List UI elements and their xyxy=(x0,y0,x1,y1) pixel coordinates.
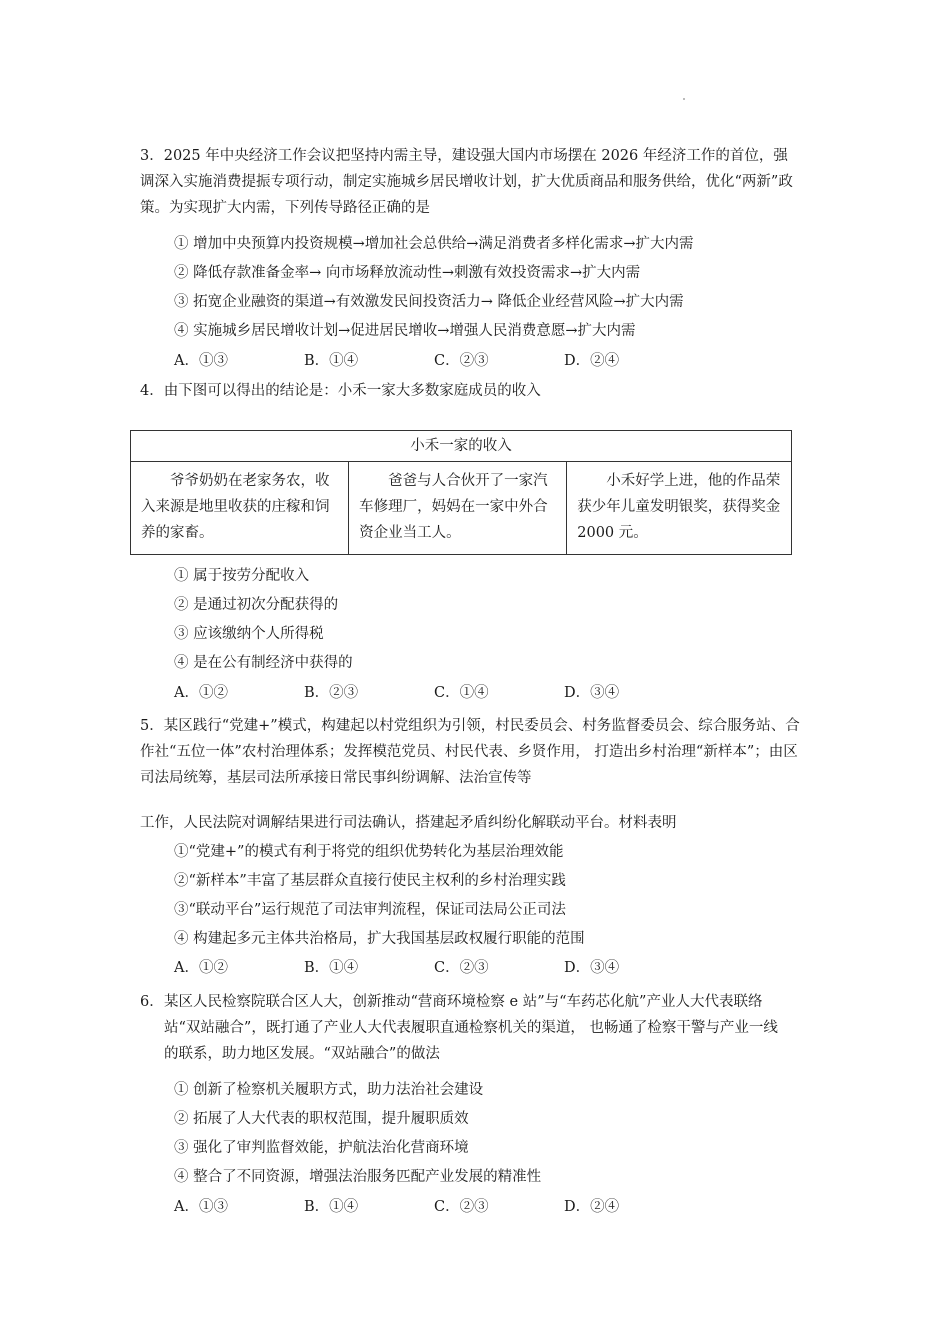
q6-option-2: ② 拓展了人大代表的职权范围，提升履职质效 xyxy=(174,1111,469,1127)
q5-stem-part2: 工作，人民法院对调解结果进行司法确认，搭建起矛盾纠纷化解联动平台。材料表明 xyxy=(140,815,677,831)
q5-option-1: ①“党建+”的模式有利于将党的组织优势转化为基层治理效能 xyxy=(174,844,564,860)
income-cell-xiaohe-text: 小禾好学上进，他的作品荣获少年儿童发明银奖，获得奖金 2000 元。 xyxy=(577,473,781,541)
q4-choice-c: C．①④ xyxy=(434,685,489,701)
q4-choice-b: B．②③ xyxy=(304,685,359,701)
q3-choice-d: D．②④ xyxy=(564,353,620,369)
q3-option-1: ① 增加中央预算内投资规模→增加社会总供给→满足消费者多样化需求→扩大内需 xyxy=(174,236,694,252)
q4-choices xyxy=(174,683,694,703)
q5-stem-part1: 5．某区践行“党建+”模式，构建起以村党组织为引领，村民委员会、村务监督委员会、综合服务站、合作社“五位一体”农村治理体系；发挥模范党员、村民代表、乡贤作用， 打造出乡村治理“新样本”；由区司法局统筹，基层司法所承接日常民事纠纷调解、法治宣传等 xyxy=(140,718,800,786)
income-cell-grandparents-text: 爷爷奶奶在老家务农，收入来源是地里收获的庄稼和饲养的家畜。 xyxy=(141,473,330,541)
q5-choice-b: B．①④ xyxy=(304,960,359,976)
q6-choice-d: D．②④ xyxy=(564,1199,620,1215)
q6-number: 6． xyxy=(140,994,164,1010)
q5-option-3: ③“联动平台”运行规范了司法审判流程，保证司法局公正司法 xyxy=(174,902,566,918)
q3-option-3: ③ 拓宽企业融资的渠道→有效激发民间投资活力→ 降低企业经营风险→扩大内需 xyxy=(174,294,684,310)
q5-choices xyxy=(174,958,694,978)
q6-choices xyxy=(174,1197,694,1217)
q3-stem: 3．2025 年中央经济工作会议把坚持内需主导，建设强大国内市场摆在 2026 年经济工作的首位，强调深入实施消费提振专项行动，制定实施城乡居民增收计划，扩大优质商品和服务供给，优化“两新”政策。为实现扩大内需，下列传导路径正确的是 xyxy=(140,148,793,216)
q3-choice-b: B．①④ xyxy=(304,353,359,369)
q3-choices xyxy=(174,351,694,371)
q5-option-4: ④ 构建起多元主体共治格局，扩大我国基层政权履行职能的范围 xyxy=(174,931,585,947)
q3-choice-c: C．②③ xyxy=(434,353,489,369)
q6-choice-c: C．②③ xyxy=(434,1199,489,1215)
q4-option-4: ④ 是在公有制经济中获得的 xyxy=(174,655,353,671)
q4-choice-a: A．①② xyxy=(174,685,228,701)
income-cell-parents xyxy=(349,462,567,555)
q3-option-4: ④ 实施城乡居民增收计划→促进居民增收→增强人民消费意愿→扩大内需 xyxy=(174,323,636,339)
q6-option-4: ④ 整合了不同资源，增强法治服务匹配产业发展的精准性 xyxy=(174,1169,542,1185)
income-cell-grandparents xyxy=(131,462,349,555)
q4-choice-d: D．③④ xyxy=(564,685,620,701)
q4-option-3: ③ 应该缴纳个人所得税 xyxy=(174,626,324,642)
q5-choice-c: C．②③ xyxy=(434,960,489,976)
q5-choice-d: D．③④ xyxy=(564,960,620,976)
scan-dot xyxy=(683,98,685,100)
q5-choice-a: A．①② xyxy=(174,960,228,976)
q5-option-2: ②“新样本”丰富了基层群众直接行使民主权利的乡村治理实践 xyxy=(174,873,566,889)
q4-stem: 4．由下图可以得出的结论是：小禾一家大多数家庭成员的收入 xyxy=(140,383,541,399)
q6-choice-a: A．①③ xyxy=(174,1199,228,1215)
q6-stem: 某区人民检察院联合区人大，创新推动“营商环境检察 e 站”与“车药芯化航”产业人大代表联络站“双站融合”，既打通了产业人大代表履职直通检察机关的渠道， 也畅通了检察干警与产业一线的联系，助力地区发展。“双站融合”的做法 xyxy=(164,994,778,1062)
income-table-title: 小禾一家的收入 xyxy=(131,431,792,462)
income-cell-xiaohe xyxy=(567,462,792,555)
q4-option-2: ② 是通过初次分配获得的 xyxy=(174,597,339,613)
q3-option-2: ② 降低存款准备金率→ 向市场释放流动性→刺激有效投资需求→扩大内需 xyxy=(174,265,641,281)
q6-choice-b: B．①④ xyxy=(304,1199,359,1215)
q4-option-1: ① 属于按劳分配收入 xyxy=(174,568,310,584)
q3-choice-a: A．①③ xyxy=(174,353,228,369)
q6-option-3: ③ 强化了审判监督效能，护航法治化营商环境 xyxy=(174,1140,469,1156)
q6-option-1: ① 创新了检察机关履职方式，助力法治社会建设 xyxy=(174,1082,484,1098)
income-table xyxy=(130,430,792,555)
income-cell-parents-text: 爸爸与人合伙开了一家汽车修理厂，妈妈在一家中外合资企业当工人。 xyxy=(359,473,548,541)
